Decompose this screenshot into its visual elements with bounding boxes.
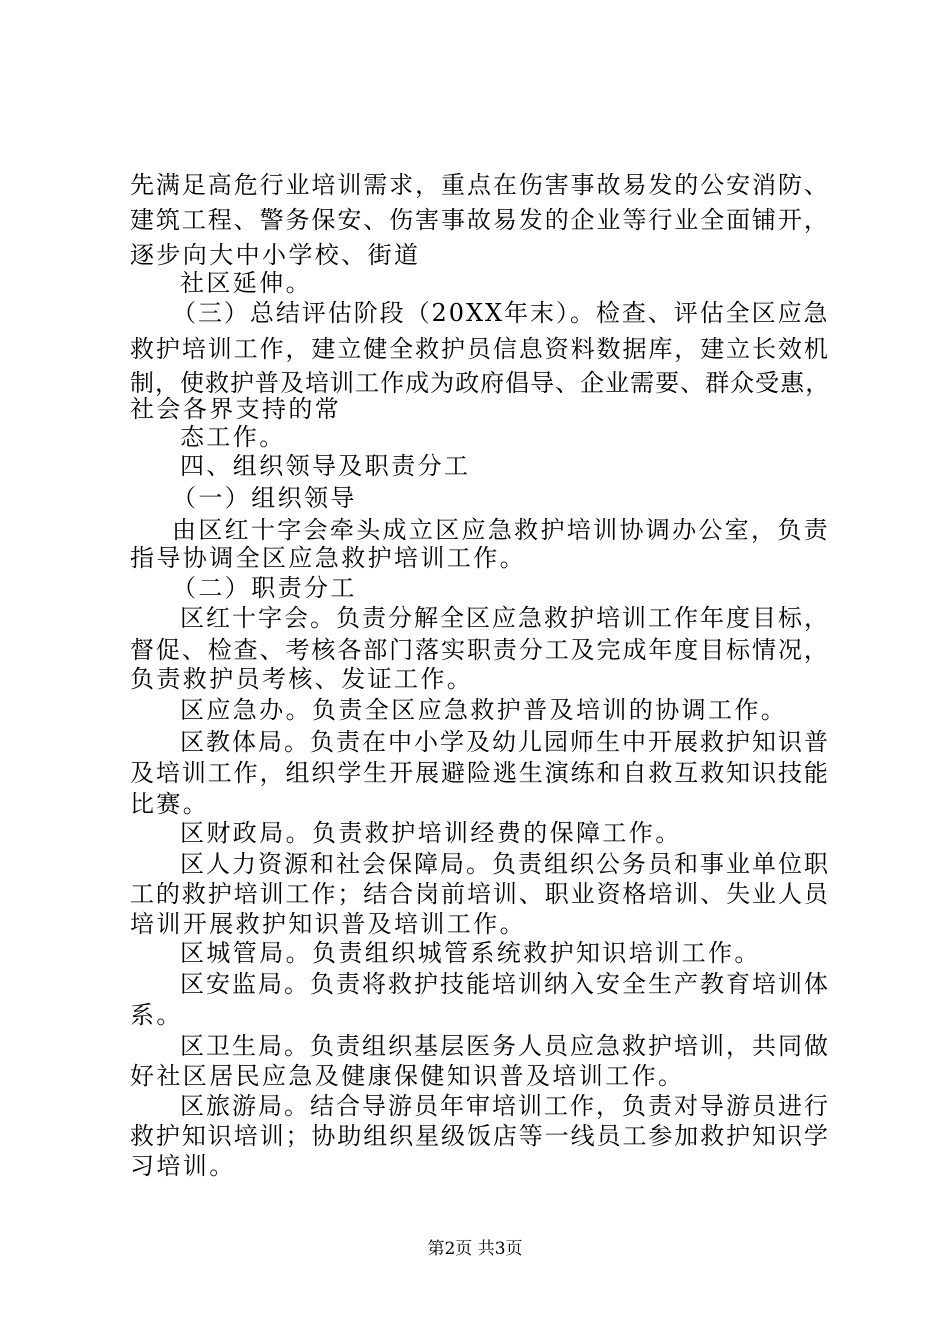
subsection-heading: （二）职责分工: [172, 574, 357, 602]
section-heading: 四、组织领导及职责分工: [180, 452, 471, 480]
body-text-line: （三）总结评估阶段（20XX年末）。检查、评估全区应急: [172, 299, 830, 327]
body-text-line: 社会各界支持的常: [130, 395, 342, 423]
body-text-line: 比赛。: [130, 790, 210, 818]
body-text-line: 救护知识培训；协助组织星级饭店等一线员工参加救护知识学: [130, 1122, 830, 1150]
body-text-line: 区应急办。负责全区应急救护普及培训的协调工作。: [180, 696, 788, 724]
body-text-line: 负责救护员考核、发证工作。: [130, 665, 474, 693]
body-text-line: 制，使救护普及培训工作成为政府倡导、企业需要、群众受惠，: [130, 369, 831, 397]
body-text-line: 指导协调全区应急救护培训工作。: [130, 544, 526, 572]
body-text-line: 区财政局。负责救护培训经费的保障工作。: [180, 819, 682, 847]
body-text-line: 社区延伸。: [180, 269, 312, 297]
body-text-line: 督促、检查、考核各部门落实职责分工及完成年度目标情况，: [130, 636, 830, 664]
body-text-line: 区卫生局。负责组织基层医务人员应急救护培训，共同做: [180, 1032, 830, 1060]
body-text-line: 区红十字会。负责分解全区应急救护培训工作年度目标，: [180, 604, 830, 632]
body-text-line: 工的救护培训工作；结合岗前培训、职业资格培训、失业人员: [130, 880, 830, 908]
body-text-line: 逐步向大中小学校、街道: [130, 241, 421, 269]
body-text-line: 区人力资源和社会保障局。负责组织公务员和事业单位职: [180, 850, 830, 878]
page-number-footer: 第2页 共3页: [427, 1239, 523, 1259]
body-text-line: 区教体局。负责在中小学及幼儿园师生中开展救护知识普: [180, 728, 830, 756]
body-text-line: 系。: [130, 1001, 183, 1029]
subsection-heading: （一）组织领导: [172, 484, 357, 512]
body-text-line: 由区红十字会牵头成立区应急救护培训协调办公室，负责: [172, 516, 830, 544]
body-text-line: 培训开展救护知识普及培训工作。: [130, 910, 526, 938]
body-text-line: 区城管局。负责组织城管系统救护知识培训工作。: [180, 939, 761, 967]
body-text-line: 态工作。: [180, 423, 286, 451]
body-text-line: 先满足高危行业培训需求，重点在伤害事故易发的公安消防、: [130, 171, 830, 199]
body-text-line: 救护培训工作，建立健全救护员信息资料数据库，建立长效机: [130, 335, 830, 363]
body-text-line: 区旅游局。结合导游员年审培训工作，负责对导游员进行: [180, 1092, 830, 1120]
body-text-line: 及培训工作，组织学生开展避险逃生演练和自救互救知识技能: [130, 759, 830, 787]
body-text-line: 习培训。: [130, 1152, 236, 1180]
body-text-line: 好社区居民应急及健康保健知识普及培训工作。: [130, 1062, 685, 1090]
body-text-line: 区安监局。负责将救护技能培训纳入安全生产教育培训体: [180, 970, 830, 998]
body-text-line: 建筑工程、警务保安、伤害事故易发的企业等行业全面铺开，: [130, 206, 830, 234]
